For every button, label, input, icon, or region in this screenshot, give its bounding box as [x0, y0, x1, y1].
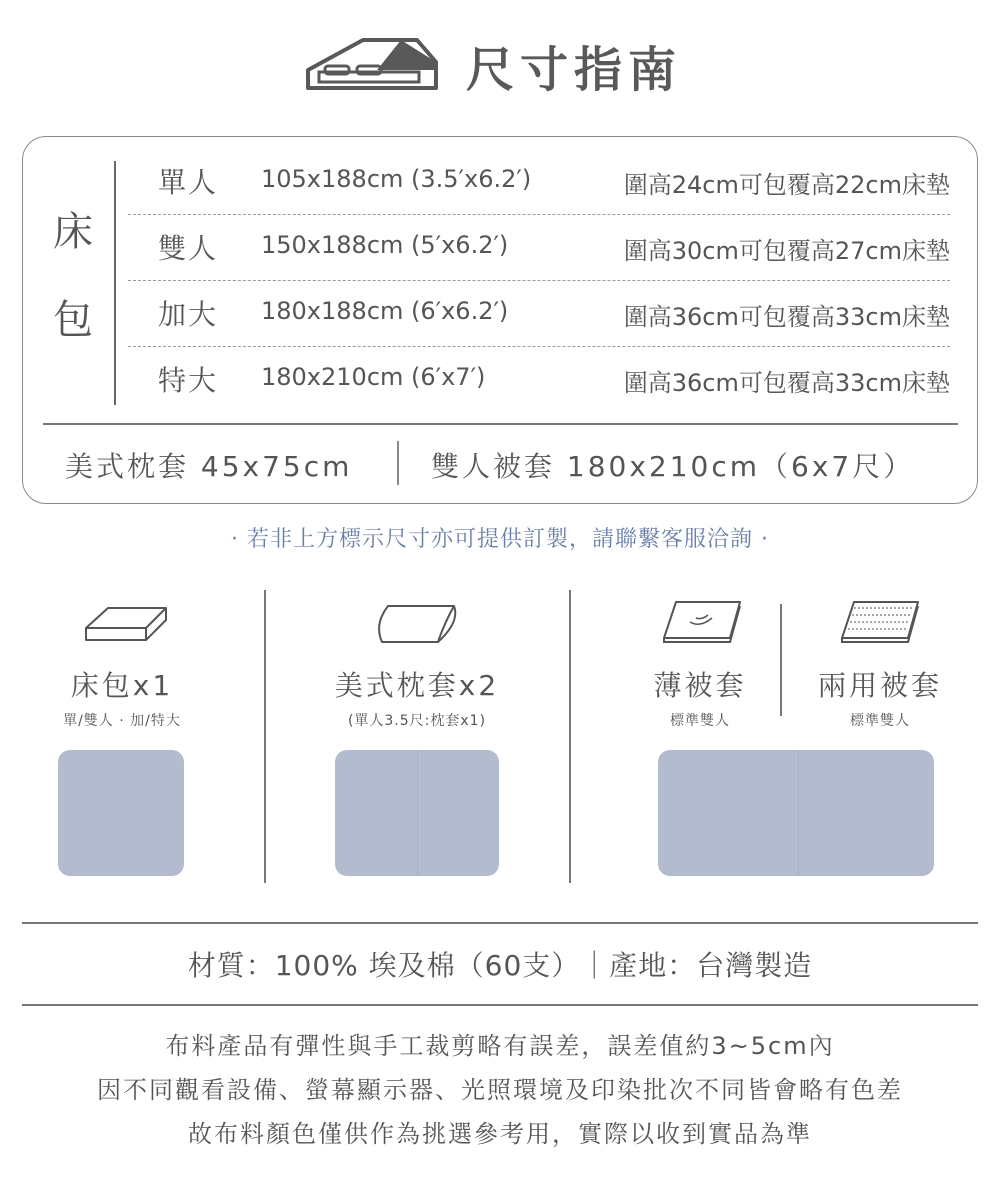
size-dims: 105x188cm (3.5′x6.2′) [261, 165, 532, 193]
size-row-double [128, 213, 950, 279]
size-row-queen [128, 279, 950, 345]
size-note: 圍高36cm可包覆高33cm床墊 [623, 369, 950, 397]
size-row-king [128, 345, 950, 411]
column-divider [569, 590, 571, 883]
pillow-icon [374, 600, 460, 648]
item-name-fitted-sheet: 床包x1 [70, 669, 174, 702]
fabric-swatch [658, 750, 934, 876]
material-top-divider [22, 922, 978, 924]
size-name: 加大 [158, 298, 219, 331]
size-dims: 180x188cm (6′x6.2′) [261, 297, 509, 325]
swatch-seam [417, 750, 418, 876]
item-sub-pillowcase: (單人3.5尺:枕套x1) [347, 713, 487, 729]
item-sub-fitted-sheet: 單/雙人 · 加/特大 [63, 713, 181, 729]
pillowcase-size: 美式枕套 45x75cm [65, 450, 353, 483]
fabric-swatch [58, 750, 184, 876]
item-sub-thin-duvet: 標準雙人 [670, 713, 730, 729]
size-note: 圍高30cm可包覆高27cm床墊 [623, 237, 950, 265]
bed-house-icon [305, 36, 439, 94]
size-dims: 180x210cm (6′x7′) [261, 363, 486, 391]
material-bottom-divider [22, 1004, 978, 1006]
size-dims: 150x188cm (5′x6.2′) [261, 231, 509, 259]
size-row-single [128, 147, 950, 213]
item-name-thin-duvet: 薄被套 [653, 669, 747, 702]
label-divider [114, 161, 116, 405]
fitted-sheet-icon [82, 600, 172, 648]
item-sub-quilted-duvet: 標準雙人 [850, 713, 910, 729]
fitted-sheet-label-1: 床 [53, 209, 93, 255]
extras-row [43, 437, 958, 493]
size-note: 圍高24cm可包覆高22cm床墊 [623, 171, 950, 199]
fitted-sheet-label-2: 包 [53, 297, 93, 343]
duvet-size: 雙人被套 180x210cm（6x7尺） [431, 450, 915, 483]
quilted-duvet-icon [838, 598, 922, 646]
disclaimer-line: 布料產品有彈性與手工裁剪略有誤差，誤差值約3~5cm內 [165, 1032, 835, 1060]
size-table [22, 136, 978, 504]
fabric-swatch [335, 750, 499, 876]
column-divider [780, 604, 782, 716]
swatch-seam [798, 750, 799, 876]
extras-divider [397, 441, 399, 485]
size-name: 雙人 [158, 232, 219, 265]
item-name-quilted-duvet: 兩用被套 [817, 669, 942, 702]
custom-order-note: · 若非上方標示尺寸亦可提供訂製，請聯繫客服洽詢 · [231, 527, 769, 552]
item-name-pillowcase: 美式枕套x2 [334, 669, 500, 702]
disclaimer-line: 故布料顏色僅供作為挑選參考用，實際以收到實品為準 [188, 1120, 812, 1148]
size-note: 圍高36cm可包覆高33cm床墊 [623, 303, 950, 331]
column-divider [264, 590, 266, 883]
page-title: 尺寸指南 [466, 42, 683, 98]
section-divider [43, 423, 958, 425]
page-header [0, 30, 1000, 110]
package-contents [0, 590, 1000, 885]
size-name: 單人 [158, 166, 219, 199]
thin-duvet-icon [660, 598, 744, 646]
disclaimer-line: 因不同觀看設備、螢幕顯示器、光照環境及印染批次不同皆會略有色差 [97, 1076, 903, 1104]
size-name: 特大 [158, 364, 219, 397]
material-info: 材質：100% 埃及棉（60支）｜產地：台灣製造 [187, 949, 813, 982]
